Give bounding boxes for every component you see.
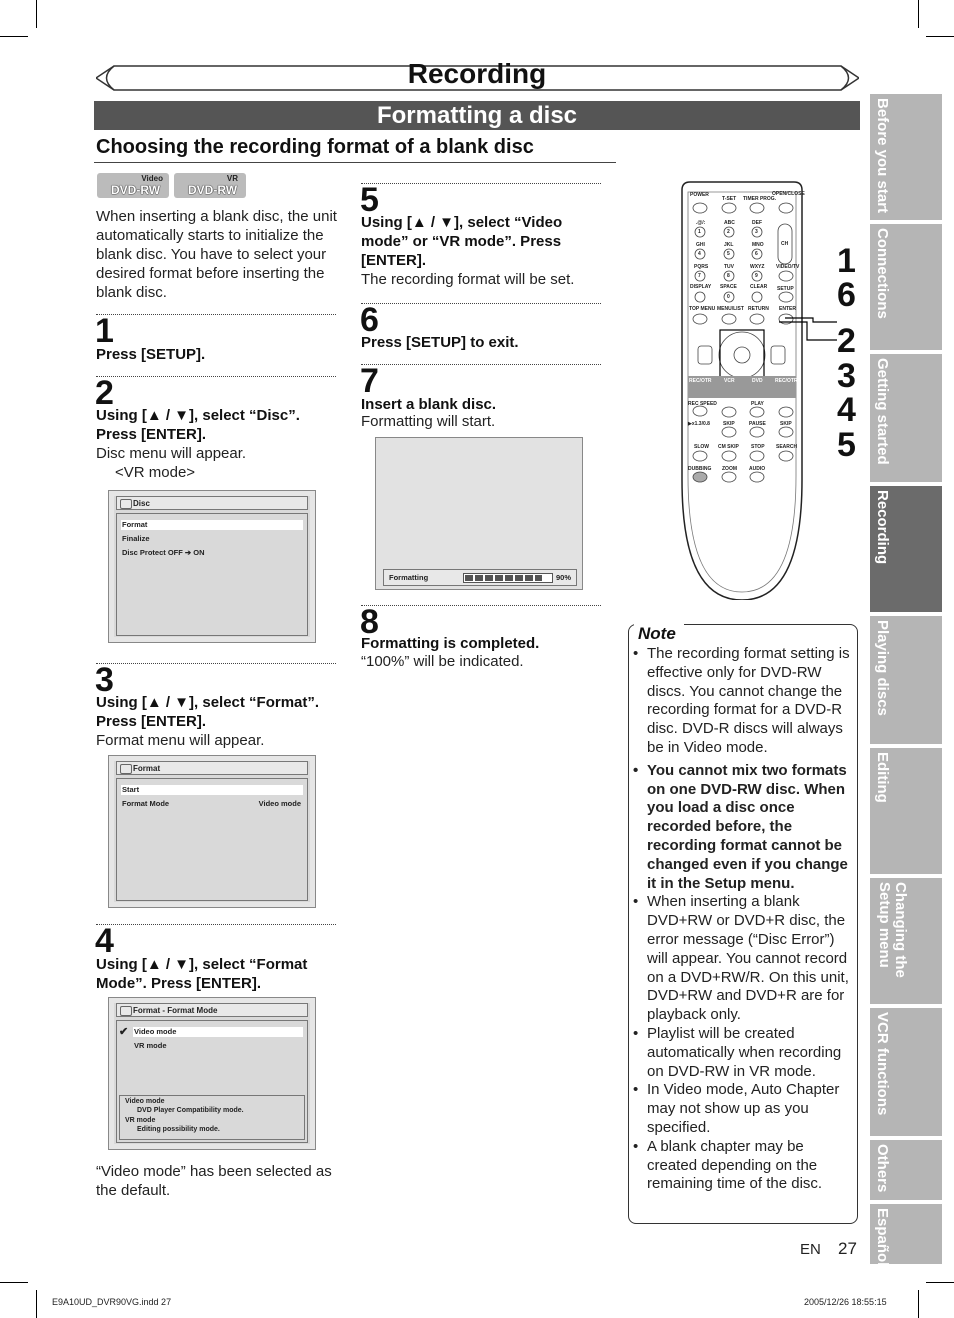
- step-result: “100%” will be indicated.: [361, 653, 524, 670]
- footer-date: 2005/12/26 18:55:15: [804, 1297, 887, 1307]
- note-item: • You cannot mix two formats on one DVD-RW disc. When you load a disc once recorded before, the recording format cannot be changed even if you change it in the Setup menu.: [633, 761, 848, 892]
- note-item: • The recording format setting is effective only for DVD-RW discs. You cannot change the recording format for a DVD-R disc. DVD-R discs will always be in Video mode.: [633, 645, 850, 756]
- format-mode-value: Video mode: [258, 799, 301, 808]
- tab-connections[interactable]: Connections: [870, 224, 942, 350]
- crop-mark: [36, 0, 37, 28]
- crop-mark: [926, 1282, 954, 1283]
- step-divider: [96, 924, 336, 925]
- step-number: 2: [95, 374, 114, 412]
- step-instruction: Using [▲ / ▼], select “Format”. Press [ENTER].: [96, 694, 320, 730]
- menu-item-format-mode[interactable]: Format Mode: [122, 799, 170, 808]
- intro-text: When inserting a blank disc, the unit automatically starts to initialize the blank disc. You have to select your desired format before inserting the blank disc.: [96, 208, 337, 301]
- page-lang: EN: [800, 1241, 821, 1258]
- screen-body: [116, 1020, 308, 1143]
- disc-menu-screen: [108, 490, 316, 643]
- tab-changing-setup-menu[interactable]: Changing the Setup menu: [870, 878, 942, 1004]
- remote-labels: POWER T-SET TIMER PROG. OPEN/CLOSE .@/: ABC DEF 1 2 3 GHI JKL MNO 4 5 6 CH PQRS TUV WXYZ VIDEO/TV 7 8 9 DISPLAY SPACE CLEAR SETUP 0 TOP MENU MENU/LIST RETURN ENTER REC/OTR VCR DVD REC/OTR REC SPEED PLAY ▶x1.3/0.8 SKIP PAUSE SKIP SLOW CM SKIP STOP SEARCH DUBBING ZOOM AUDIO: [688, 191, 805, 472]
- progress-percent: 90%: [555, 573, 571, 582]
- screen-title: Format - Format Mode: [116, 1003, 308, 1017]
- tab-playing-discs[interactable]: Playing discs: [870, 616, 942, 744]
- screen-title: Format: [116, 761, 308, 775]
- option-video-mode[interactable]: Video mode: [133, 1027, 303, 1037]
- callout-number: 3: [837, 357, 856, 395]
- format-mode-screen: [108, 997, 316, 1150]
- menu-item-format[interactable]: Format: [121, 520, 303, 530]
- callout-number: 1: [837, 242, 856, 280]
- step-instruction: Press [SETUP].: [96, 346, 206, 363]
- page-title: Recording: [407, 58, 547, 89]
- tab-espanol[interactable]: Español: [870, 1204, 942, 1264]
- menu-icon: [120, 764, 132, 774]
- step-result: Formatting will start.: [361, 413, 496, 430]
- tab-vcr-functions[interactable]: VCR functions: [870, 1008, 942, 1136]
- progress-panel: [383, 569, 577, 586]
- page-number: 27: [838, 1239, 857, 1258]
- crop-mark: [0, 36, 28, 37]
- info-box: Video mode DVD Player Compatibility mode. VR mode Editing possibility mode.: [119, 1095, 305, 1140]
- format-menu-screen: [108, 755, 316, 908]
- step-instruction: Formatting is completed.: [361, 635, 540, 652]
- progress-bar: [463, 573, 553, 583]
- tab-recording[interactable]: Recording: [870, 486, 942, 612]
- menu-item-disc-protect[interactable]: Disc Protect OFF ➔ ON: [122, 548, 205, 557]
- step-result: The recording format will be set.: [361, 271, 575, 288]
- menu-item-start[interactable]: Start: [121, 785, 303, 795]
- crop-mark: [918, 0, 919, 28]
- section-title: Formatting a disc: [94, 101, 860, 130]
- callout-number: 5: [837, 426, 856, 464]
- step-divider: [96, 663, 336, 664]
- checkmark-icon: ✔: [119, 1026, 129, 1038]
- callout-number: 4: [837, 391, 856, 429]
- menu-icon: [120, 1006, 132, 1016]
- step-divider: [361, 303, 601, 304]
- tab-editing[interactable]: Editing: [870, 748, 942, 874]
- step-number: 6: [360, 301, 379, 339]
- progress-label: Formatting: [389, 573, 429, 582]
- step-result: Disc menu will appear.: [96, 445, 247, 462]
- tab-getting-started[interactable]: Getting started: [870, 354, 942, 482]
- step-number: 8: [360, 603, 379, 641]
- formatting-screen: [375, 437, 583, 590]
- menu-icon: [120, 499, 132, 509]
- screen-body: [116, 778, 308, 901]
- step-number: 4: [95, 922, 114, 960]
- step-divider: [361, 364, 601, 365]
- step-instruction: Press [SETUP] to exit.: [361, 334, 519, 351]
- callout-number: 6: [837, 276, 856, 314]
- subheading: Choosing the recording format of a blank disc: [96, 136, 534, 158]
- step-number: 3: [95, 661, 114, 699]
- option-vr-mode[interactable]: VR mode: [134, 1041, 167, 1050]
- crop-mark: [918, 1290, 919, 1318]
- screen-title: Disc: [116, 496, 308, 510]
- step-result: “Video mode” has been selected as the default.: [96, 1163, 332, 1199]
- step-number: 5: [360, 181, 379, 219]
- callout-lines: [775, 300, 845, 350]
- step-instruction: Using [▲ / ▼], select “Disc”. Press [ENTER].: [96, 407, 300, 443]
- step-number: 1: [95, 312, 114, 350]
- footer-file: E9A10UD_DVR90VG.indd 27: [52, 1297, 172, 1307]
- step-result: Format menu will appear.: [96, 732, 265, 749]
- divider: [94, 162, 616, 163]
- menu-item-finalize[interactable]: Finalize: [122, 534, 150, 543]
- step-instruction: Using [▲ / ▼], select “Video mode” or “VR mode”. Press [ENTER].: [361, 214, 563, 269]
- step-instruction: Using [▲ / ▼], select “Format Mode”. Press [ENTER].: [96, 956, 308, 992]
- dvd-rw-vr-logo: VR DVD-RW: [174, 173, 246, 198]
- step-divider: [361, 605, 601, 606]
- note-title: Note: [638, 624, 676, 643]
- step-divider: [96, 376, 336, 377]
- step-divider: [361, 183, 601, 184]
- note-list: [632, 645, 856, 1194]
- crop-mark: [36, 1290, 37, 1318]
- progress-fill: [465, 575, 542, 581]
- note-item: • Playlist will be created automatically when recording on DVD-RW in VR mode.: [633, 1024, 842, 1080]
- crop-mark: [0, 1282, 28, 1283]
- tab-before-you-start[interactable]: Before you start: [870, 94, 942, 220]
- crop-mark: [926, 36, 954, 37]
- note-item: • A blank chapter may be created depending on the remaining time of the disc.: [633, 1137, 823, 1193]
- step-divider: [96, 314, 336, 315]
- callout-number: 2: [837, 322, 856, 360]
- tab-others[interactable]: Others: [870, 1140, 942, 1200]
- note-item: • When inserting a blank DVD+RW or DVD+R disc, the error message (“Disc Error”) will appear. You cannot record on a DVD+RW/R. On this unit, DVD+RW and DVD+R are for playback only.: [633, 893, 849, 1024]
- dvd-rw-video-logo: Video DVD-RW: [97, 173, 169, 198]
- step-instruction: Insert a blank disc.: [361, 396, 497, 413]
- step-number: 7: [360, 362, 379, 400]
- note-item: • In Video mode, Auto Chapter may not show up as you specified.: [633, 1081, 840, 1136]
- screen-body: [116, 513, 308, 636]
- step-subnote: <VR mode>: [115, 464, 196, 481]
